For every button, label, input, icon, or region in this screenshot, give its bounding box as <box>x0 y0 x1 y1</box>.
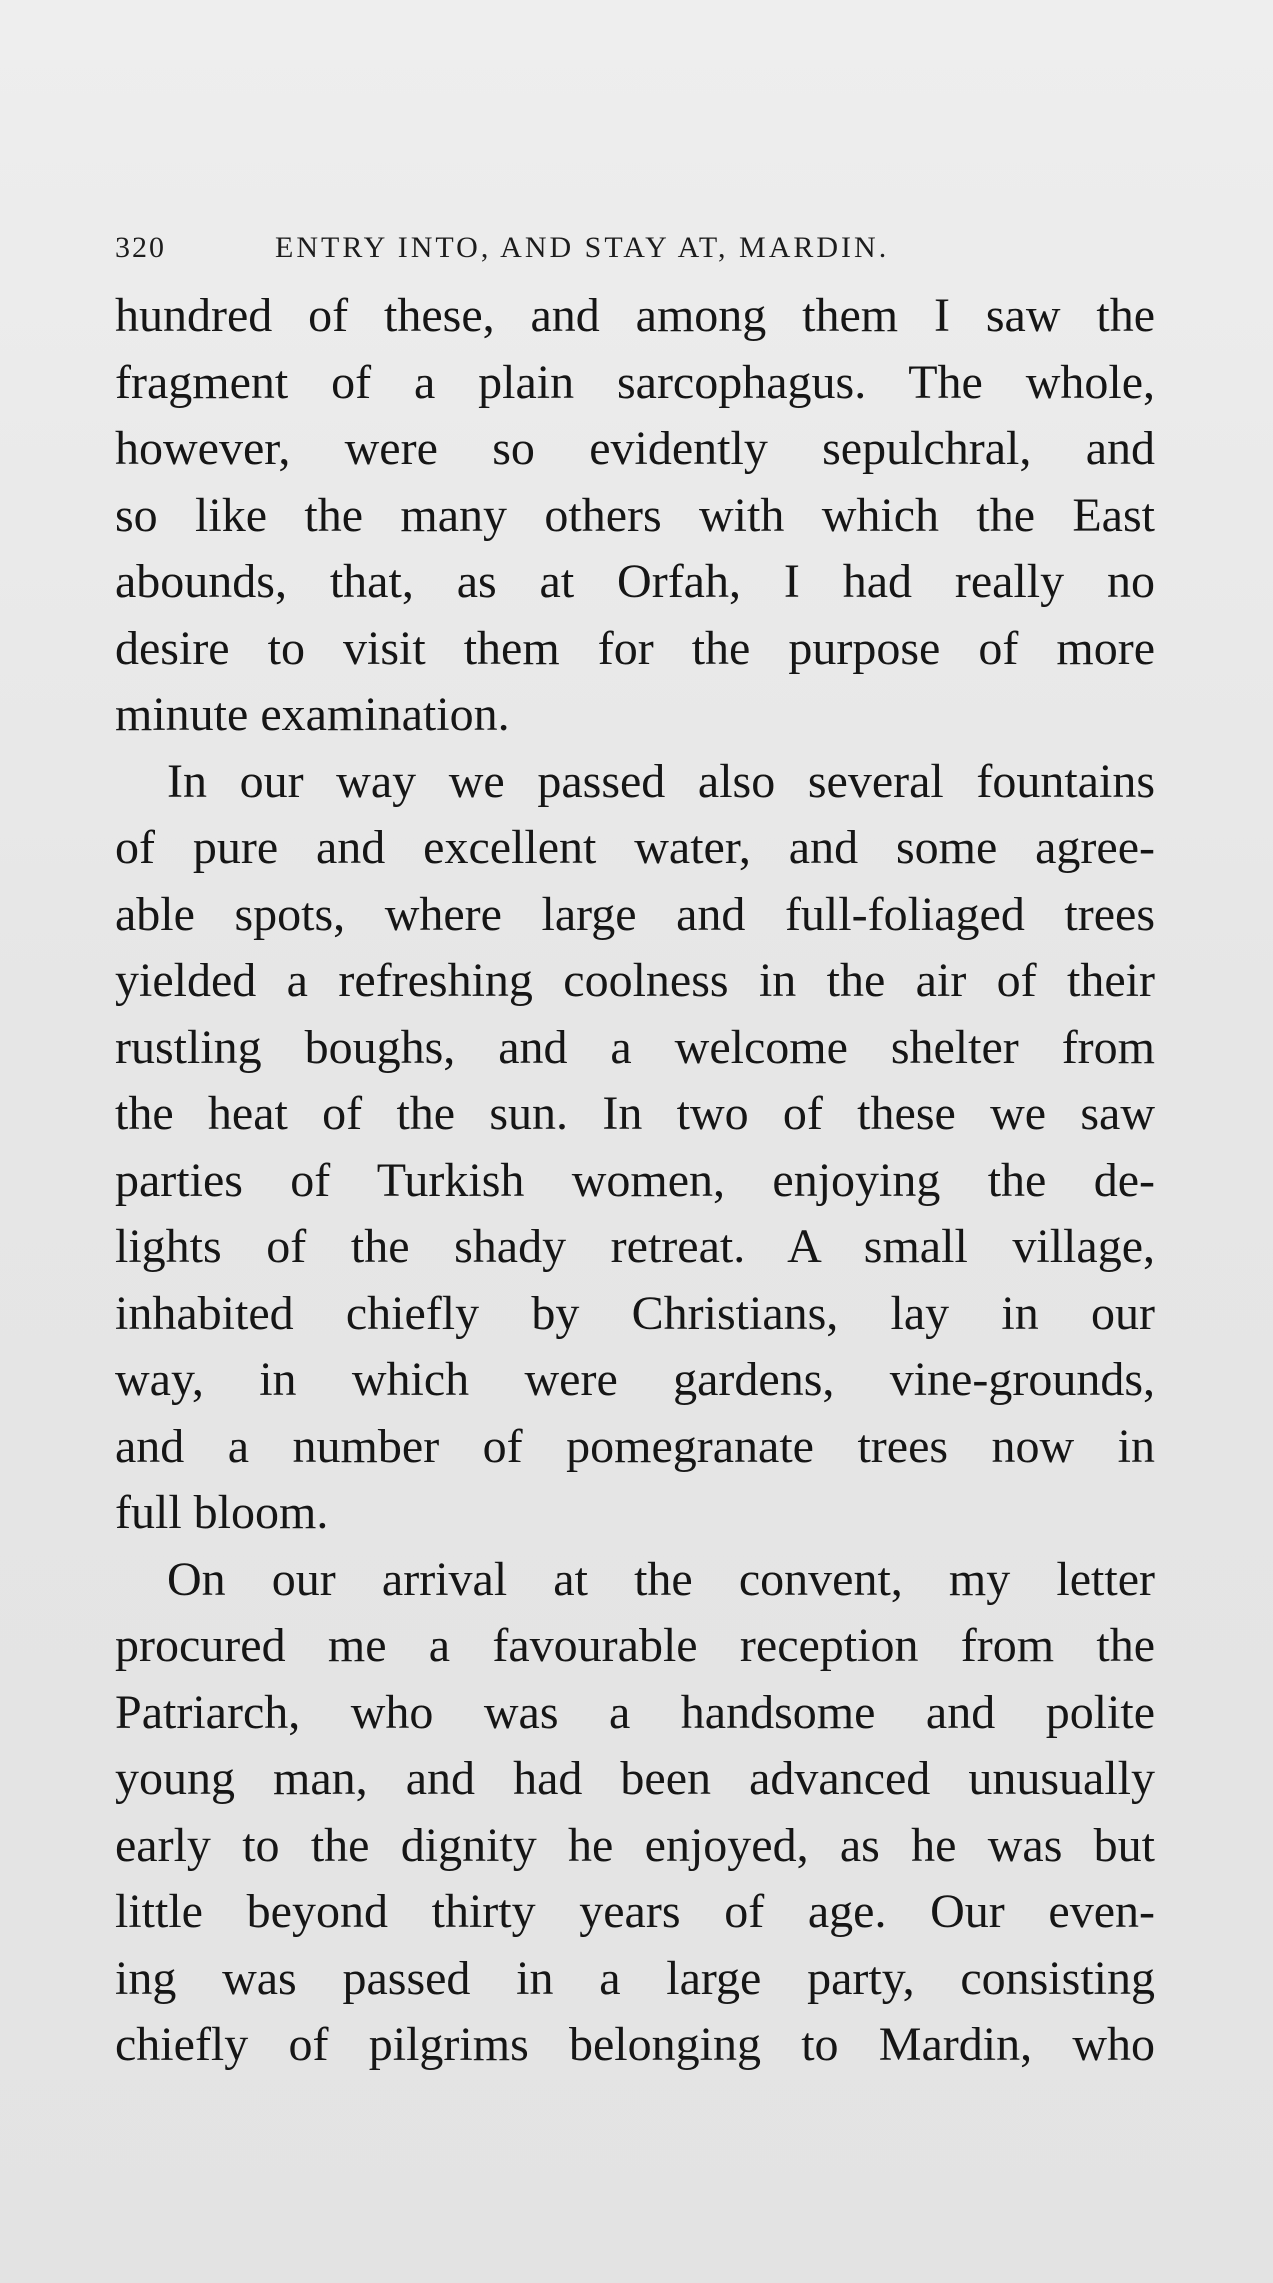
text-line: ing was passed in a large party, consisting <box>115 1951 1155 2005</box>
paragraph-1 <box>115 283 1155 749</box>
text-line: parties of Turkish women, enjoying the de- <box>115 1153 1155 1207</box>
paragraph-2 <box>115 749 1155 1547</box>
text-line: chiefly of pilgrims belonging to Mardin, who <box>115 2018 1155 2071</box>
text-line: way, in which were gardens, vine-grounds, <box>115 1353 1155 1406</box>
text-line: abounds, that, as at Orfah, I had really no <box>115 555 1155 608</box>
text-line: able spots, where large and full-foliaged trees <box>115 887 1155 941</box>
text-line: lights of the shady retreat. A small village, <box>115 1220 1155 1273</box>
text-line: inhabited chiefly by Christians, lay in our <box>115 1286 1155 1340</box>
text-line: On our arrival at the convent, my letter <box>167 1552 1155 1606</box>
text-line: fragment of a plain sarcophagus. The whole, <box>115 355 1155 409</box>
running-head-title: ENTRY INTO, AND STAY AT, MARDIN. <box>275 231 890 264</box>
text-line: and a number of pomegranate trees now in <box>115 1419 1155 1473</box>
text-line: hundred of these, and among them I saw the <box>115 289 1155 342</box>
page-number: 320 <box>115 231 166 264</box>
text-line: full bloom. <box>115 1486 329 1539</box>
running-head <box>115 228 1205 268</box>
text-line: young man, and had been advanced unusually <box>115 1752 1155 1805</box>
text-line: of pure and excellent water, and some agree- <box>115 821 1155 874</box>
body-text <box>115 283 1155 2079</box>
text-line: desire to visit them for the purpose of more <box>115 621 1155 675</box>
text-line: the heat of the sun. In two of these we saw <box>115 1087 1155 1140</box>
text-line: so like the many others with which the East <box>115 488 1155 542</box>
text-line: Patriarch, who was a handsome and polite <box>115 1685 1155 1739</box>
text-line: little beyond thirty years of age. Our even- <box>115 1885 1155 1938</box>
text-line: however, were so evidently sepulchral, and <box>115 422 1155 475</box>
text-line: In our way we passed also several fountains <box>167 754 1155 808</box>
text-line: minute examination. <box>115 688 510 741</box>
text-line: early to the dignity he enjoyed, as he was but <box>115 1818 1155 1872</box>
paragraph-3 <box>115 1547 1155 2079</box>
text-line: procured me a favourable reception from the <box>115 1619 1155 1672</box>
text-line: yielded a refreshing coolness in the air of their <box>115 954 1155 1007</box>
text-line: rustling boughs, and a welcome shelter from <box>115 1020 1155 1074</box>
